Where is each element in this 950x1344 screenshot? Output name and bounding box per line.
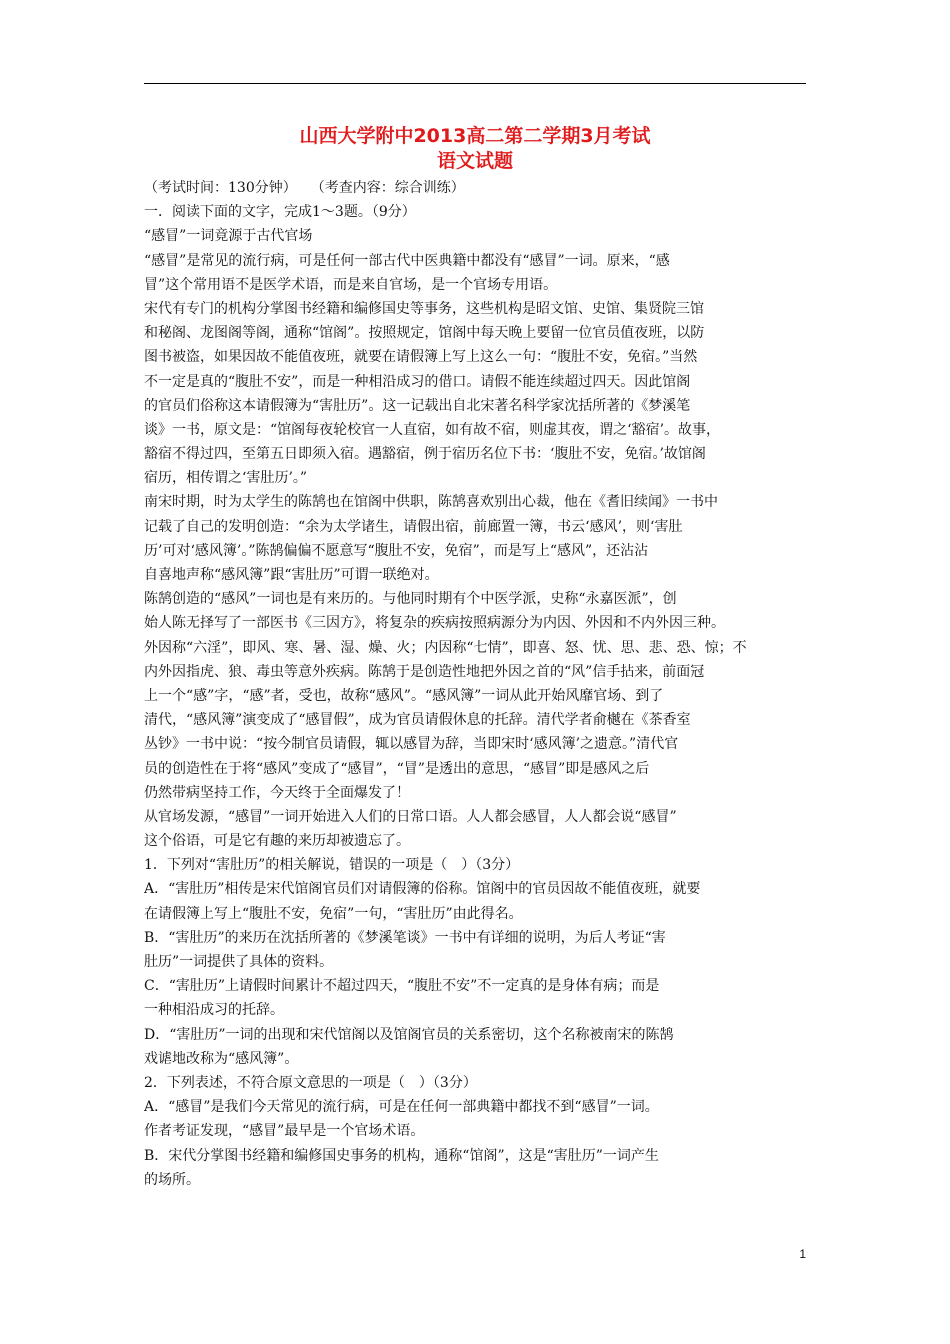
text-line: 这个俗语，可是它有趣的来历却被遗忘了。: [144, 833, 410, 850]
text-line: B．“害肚历”的来历在沈括所著的《梦溪笔谈》一书中有详细的说明，为后人考证“害: [144, 929, 666, 946]
text-line: 一．阅读下面的文字，完成1～3题。（9分）: [144, 204, 416, 221]
text-line: 丛钞》一书中说：“按今制官员请假，辄以感冒为辞，当即宋时‘感风簿’之遗意。”清代官: [144, 736, 679, 753]
text-line: 清代，“感风簿”演变成了“感冒假”，成为官员请假休息的托辞。清代学者俞樾在《茶香室: [144, 712, 691, 729]
page-number: 1: [799, 1247, 806, 1261]
text-line: 豁宿不得过四，至第五日即须入宿。遇豁宿，例于宿历名位下书：‘腹肚不安，免宿。’故馆阁: [144, 446, 706, 463]
text-line: 内外因指虎、狼、毒虫等意外疾病。陈鹄于是创造性地把外因之首的“风”信手拈来，前面冠: [144, 663, 705, 680]
text-line: （考试时间：130分钟） （考查内容：综合训练）: [144, 180, 465, 196]
text-line: A．“感冒”是我们今天常见的流行病，可是在任何一部典籍中都找不到“感冒”一词。: [144, 1099, 659, 1116]
header-rule: [144, 83, 806, 84]
text-line: 宿历，相传谓之‘害肚历’。”: [144, 470, 308, 487]
text-line: 戏谑地改称为“感风簿”。: [144, 1050, 299, 1067]
title-block: [144, 124, 806, 174]
text-line: 记载了自己的发明创造：“余为太学诸生，请假出宿，前廊置一簿，书云‘感风’，则‘害肚: [144, 518, 683, 535]
text-line: D．“害肚历”一词的出现和宋代馆阁以及馆阁官员的关系密切，这个名称被南宋的陈鹄: [144, 1026, 674, 1043]
text-line: 和秘阁、龙图阁等阁，通称“馆阁”。按照规定，馆阁中每天晚上要留一位官员值夜班，以防: [144, 325, 705, 342]
page-title: 山西大学附中2013高二第二学期3月考试: [299, 125, 651, 147]
text-line: 作者考证发现，“感冒”最早是一个官场术语。: [144, 1123, 425, 1140]
page-subtitle: 语文试题: [436, 150, 513, 172]
text-line: 陈鹄创造的“感风”一词也是有来历的。与他同时期有个中医学派，史称“永嘉医派”，创: [144, 591, 677, 608]
text-line: 图书被盗，如果因故不能值夜班，就要在请假簿上写上这么一句：“腹肚不安，免宿。”当然: [144, 349, 698, 366]
text-line: 冒”这个常用语不是医学术语，而是来自官场，是一个官场专用语。: [144, 276, 558, 293]
text-line: 的官员们俗称这本请假簿为“害肚历”。这一记载出自北宋著名科学家沈括所著的《梦溪笔: [144, 397, 691, 414]
text-line: 历’可对‘感风簿’。”陈鹄偏偏不愿意写“腹肚不安，免宿”，而是写上“感风”，还沾沾: [144, 542, 649, 559]
text-line: A．“害肚历”相传是宋代馆阁官员们对请假簿的俗称。馆阁中的官员因故不能值夜班，就要: [144, 881, 701, 898]
text-line: 在请假簿上写上“腹肚不安，免宿”一句，“害肚历”由此得名。: [144, 905, 523, 922]
text-line: 一种相沿成习的托辞。: [144, 1002, 284, 1019]
text-line: 南宋时期，时为太学生的陈鹄也在馆阁中供职，陈鹄喜欢别出心裁，他在《耆旧续闻》一书中: [144, 494, 718, 511]
text-line: 始人陈无择写了一部医书《三因方》，将复杂的疾病按照病源分为内因、外因和不内外因三种。: [144, 615, 725, 632]
document-body: [144, 176, 810, 1192]
text-line: 员的创造性在于将“感风”变成了“感冒”，“冒”是透出的意思，“感冒”即是感风之后: [144, 760, 650, 777]
text-line: “感冒”一词竟源于古代官场: [144, 228, 313, 245]
text-line: 不一定是真的“腹肚不安”，而是一种相沿成习的借口。请假不能连续超过四天。因此馆阁: [144, 373, 691, 390]
text-line: 肚历”一词提供了具体的资料。: [144, 954, 334, 970]
text-line: 上一个“感”字，“感”者，受也，故称“感风”。“感风簿”一词从此开始风靡官场、到了: [144, 687, 664, 704]
text-line: 宋代有专门的机构分掌图书经籍和编修国史等事务，这些机构是昭文馆、史馆、集贤院三馆: [144, 300, 704, 317]
text-line: 谈》一书，原文是：“馆阁每夜轮校官一人直宿，如有故不宿，则虚其夜，谓之‘豁宿’。故事，: [144, 421, 721, 438]
text-line: 自喜地声称“感风簿”跟“害肚历”可谓一联绝对。: [144, 567, 439, 583]
text-line: 外因称“六淫”，即风、寒、暑、湿、燥、火；内因称“七情”，即喜、怒、忧、思、悲、恐、惊；不: [144, 639, 747, 656]
text-line: “感冒”是常见的流行病，可是任何一部古代中医典籍中都没有“感冒”一词。原来，“感: [144, 252, 670, 269]
text-line: B．宋代分掌图书经籍和编修国史事务的机构，通称“馆阁”，这是“害肚历”一词产生: [144, 1147, 659, 1164]
text-line: 2．下列表述，不符合原文意思的一项是（ ）（3分）: [144, 1074, 477, 1091]
text-line: 的场所。: [144, 1171, 200, 1188]
text-line: C．“害肚历”上请假时间累计不超过四天，“腹肚不安”不一定真的是身体有病；而是: [144, 978, 660, 995]
text-line: 1．下列对“害肚历”的相关解说，错误的一项是（ ）（3分）: [144, 857, 520, 874]
text-line: 从官场发源，“感冒”一词开始进入人们的日常口语。人人都会感冒，人人都会说“感冒”: [144, 808, 677, 825]
text-line: 仍然带病坚持工作，今天终于全面爆发了！: [144, 784, 410, 801]
